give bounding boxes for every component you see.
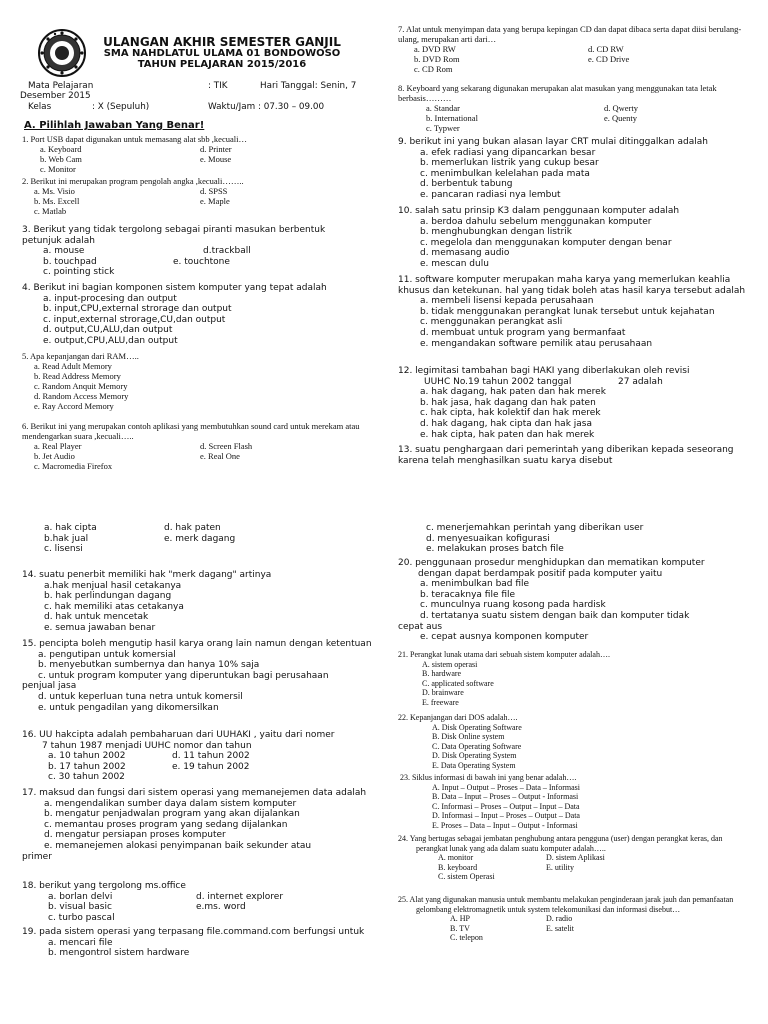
school-year: TAHUN PELAJARAN 2015/2016 bbox=[137, 59, 307, 70]
subject-value: : TIK bbox=[208, 81, 228, 91]
option-d: D. sistem Aplikasi bbox=[546, 853, 605, 863]
question-15 bbox=[22, 639, 372, 713]
class-value: : X (Sepuluh) bbox=[92, 102, 150, 112]
option-a: a. mencari file bbox=[48, 937, 113, 948]
question-text: 19. pada sistem operasi yang terpasang file.command.com berfungsi untuk bbox=[22, 927, 365, 937]
question-10 bbox=[398, 206, 748, 270]
question-text: 23. Siklus informasi di bawah ini yang benar adalah…. bbox=[400, 773, 577, 782]
question-18 bbox=[22, 881, 372, 923]
question-text-cont: dengan dapat berdampak positif pada komputer yaitu bbox=[418, 568, 663, 579]
question-23 bbox=[400, 773, 750, 831]
option-d: d. Screen Flash bbox=[200, 441, 253, 451]
option-d: d. output,CU,ALU,dan output bbox=[43, 325, 173, 336]
option-a: a. mengendalikan sumber daya dalam sistem komputer bbox=[44, 798, 297, 809]
option-d-cont: cepat aus bbox=[398, 621, 443, 632]
option-e: e. memanejemen alokasi penyimpanan baik sekunder atau bbox=[44, 840, 312, 851]
option-d: d. menyesuaikan kofigurasi bbox=[426, 533, 550, 544]
question-text: 13. suatu penghargaan dari pemerintah yang diberikan kepada seseorang karena telah menghasilkan suatu karya disebut bbox=[398, 445, 734, 466]
option-a: A. HP bbox=[450, 914, 471, 924]
option-e: e. CD Drive bbox=[588, 54, 630, 64]
option-b: B. Data – Input – Proses – Output - Informasi bbox=[432, 792, 579, 802]
option-b: b. 17 tahun 2002 bbox=[48, 761, 126, 772]
option-e: e. Ray Accord Memory bbox=[34, 401, 114, 411]
question-text: 7. Alat untuk menyimpan data yang berupa kepingan CD dan dapat dibaca serta dapat diisi berulang-ulang, merupakan arti dari… bbox=[398, 24, 742, 44]
question-text: 1. Port USB dapat digunakan untuk memasang alat sbb ,kecuali… bbox=[22, 134, 247, 144]
option-b: b. Ms. Excell bbox=[34, 196, 80, 206]
option-c: c. menimbulkan kelelahan pada mata bbox=[420, 168, 590, 179]
option-b: b. International bbox=[426, 113, 478, 123]
option-a: A. Input – Output – Proses – Data – Informasi bbox=[432, 782, 580, 792]
option-c: C. applicated software bbox=[422, 678, 494, 688]
question-text: 20. penggunaan prosedur menghidupkan dan mematikan komputer bbox=[398, 558, 705, 568]
option-b: b. Jet Audio bbox=[34, 451, 75, 461]
option-b: b. Read Address Memory bbox=[34, 371, 121, 381]
option-c: C. Data Operating Software bbox=[432, 741, 522, 751]
option-d: D. radio bbox=[546, 914, 573, 924]
question-16 bbox=[22, 730, 372, 783]
option-c: c. Typwer bbox=[426, 123, 460, 133]
option-b: b. input,CPU,external strorage dan output bbox=[43, 304, 232, 315]
question-text-cont: UUHC No.19 tahun 2002 tanggal bbox=[424, 376, 572, 387]
option-d: d. Printer bbox=[200, 144, 232, 154]
option-c: C. sistem Operasi bbox=[438, 872, 495, 882]
section-a-heading: A. Pilihlah Jawaban Yang Benar! bbox=[24, 120, 205, 131]
question-25 bbox=[398, 895, 748, 943]
option-a: a. 10 tahun 2002 bbox=[48, 751, 126, 762]
option-c: c. hak memiliki atas cetakanya bbox=[44, 601, 184, 612]
option-e: e. Mouse bbox=[200, 154, 232, 164]
option-c: c. Random Anquit Memory bbox=[34, 381, 128, 391]
question-text: 22. Kepanjangan dari DOS adalah…. bbox=[398, 713, 518, 722]
question-17 bbox=[22, 788, 372, 862]
option-d: d. Random Access Memory bbox=[34, 391, 129, 401]
question-11 bbox=[398, 275, 748, 349]
option-a: a. Real Player bbox=[34, 441, 82, 451]
question-20 bbox=[398, 558, 748, 643]
question-text: 3. Berikut yang tidak tergolong sebagai piranti masukan berbentuk petunjuk adalah bbox=[22, 225, 326, 246]
option-b: b.hak jual bbox=[44, 533, 89, 544]
option-a: a. hak dagang, hak paten dan hak merek bbox=[420, 387, 606, 398]
option-e: e. semua jawaban benar bbox=[44, 622, 156, 633]
option-d: d. berbentuk tabung bbox=[420, 179, 513, 190]
option-c: c. untuk program komputer yang diperuntukan bagi perusahaan bbox=[38, 670, 329, 681]
option-c: c. pointing stick bbox=[43, 267, 115, 278]
option-a: a. efek radiasi yang dipancarkan besar bbox=[420, 147, 596, 158]
option-b: b. menghubungkan dengan listrik bbox=[420, 227, 572, 238]
question-text: 14. suatu penerbit memiliki hak "merk dagang" artinya bbox=[22, 570, 272, 580]
option-e: e. Maple bbox=[200, 196, 230, 206]
question-6 bbox=[22, 421, 367, 471]
option-a: a. DVD RW bbox=[414, 44, 456, 54]
question-text: 6. Berikut ini yang merupakan contoh aplikasi yang membutuhkan sound card untuk merekam atau mendengarkan suara ,kecuali….. bbox=[22, 421, 360, 441]
option-e: e. 19 tahun 2002 bbox=[172, 761, 250, 772]
option-d: d. SPSS bbox=[200, 186, 228, 196]
question-text: 8. Keyboard yang sekarang digunakan merupakan alat masukan yang menggunakan tata letak berbasis……… bbox=[398, 83, 717, 103]
option-d: d. Qwerty bbox=[604, 103, 638, 113]
question-text: 5. Apa kepanjangan dari RAM….. bbox=[22, 351, 139, 361]
option-c: c. Macromedia Firefox bbox=[34, 461, 113, 471]
option-d: d. 11 tahun 2002 bbox=[172, 751, 250, 762]
date-continuation: Desember 2015 bbox=[20, 91, 91, 101]
option-a: a. borlan delvi bbox=[48, 891, 113, 902]
option-e: e. mescan dulu bbox=[420, 258, 489, 269]
question-21 bbox=[398, 650, 748, 708]
option-d: d. internet explorer bbox=[196, 891, 284, 902]
question-text: 24. Yang bertugas sebagai jembatan penghubung antara pengguna (user) dengan perangkat keras, dan perangkat lunak yang ada dalam suatu komputer adalah….. bbox=[398, 834, 723, 853]
question-9 bbox=[398, 137, 748, 201]
question-1 bbox=[22, 134, 367, 174]
option-a: A. Disk Operating Software bbox=[432, 722, 522, 732]
option-b: b. hak jasa, hak dagang dan hak paten bbox=[420, 397, 596, 408]
option-e: E. Data Operating System bbox=[432, 760, 516, 770]
option-a: a. hak cipta bbox=[44, 523, 97, 533]
option-e: e. touchtone bbox=[173, 256, 230, 267]
question-7 bbox=[398, 24, 748, 74]
option-e: e. Quenty bbox=[604, 113, 638, 123]
option-a: a. menimbulkan bad file bbox=[420, 579, 530, 590]
option-b: b. tidak menggunakan perangkat lunak tersebut untuk kejahatan bbox=[420, 306, 715, 317]
option-c: c. hak cipta, hak kolektif dan hak merek bbox=[420, 408, 601, 419]
option-c: c. menggunakan perangkat asli bbox=[420, 317, 563, 328]
class-label: Kelas bbox=[28, 102, 52, 112]
option-e: E. utility bbox=[546, 862, 574, 872]
option-e: e. cepat ausnya komponen komputer bbox=[420, 632, 589, 643]
school-name: SMA NAHDLATUL ULAMA 01 BONDOWOSO bbox=[103, 48, 341, 59]
option-d: d.trackball bbox=[203, 246, 251, 257]
option-b: b. teracaknya file file bbox=[420, 589, 516, 600]
option-b: b. memerlukan listrik yang cukup besar bbox=[420, 158, 599, 169]
option-e: e. pancaran radiasi nya lembut bbox=[420, 189, 561, 200]
question-2 bbox=[22, 176, 367, 216]
option-a: a. mouse bbox=[43, 246, 85, 257]
question-19 bbox=[22, 927, 372, 959]
question-text: 2. Berikut ini merupakan program pengolah angka ,kecuali…….. bbox=[22, 176, 244, 186]
option-d: d. hak dagang, hak cipta dan hak jasa bbox=[420, 418, 592, 429]
option-e: e.ms. word bbox=[196, 902, 246, 913]
question-22 bbox=[398, 713, 748, 771]
subject-label: Mata Pelajaran bbox=[28, 81, 94, 91]
question-text: 21. Perangkat lunak utama dari sebuah sistem komputer adalah…. bbox=[398, 650, 610, 659]
option-c: c. 30 tahun 2002 bbox=[48, 772, 125, 783]
option-b: b. mengontrol sistem hardware bbox=[48, 948, 190, 959]
option-a: a. membeli lisensi kepada perusahaan bbox=[420, 296, 594, 307]
option-a: a. berdoa dahulu sebelum menggunakan komputer bbox=[420, 216, 652, 227]
option-b: b. Web Cam bbox=[40, 154, 82, 164]
option-d: D. Informasi – Input – Proses – Output – Data bbox=[432, 811, 580, 821]
option-d: D. Disk Operating System bbox=[432, 751, 517, 761]
question-text: 16. UU hakcipta adalah pembaharuan dari UUHAKI , yaitu dari nomer bbox=[22, 730, 335, 740]
question-text: 12. legimitasi tambahan bagi HAKI yang diberlakukan oleh revisi bbox=[398, 366, 690, 376]
option-c: c. turbo pascal bbox=[48, 912, 115, 923]
option-a: a. input-procesing dan output bbox=[43, 293, 177, 304]
question-5 bbox=[22, 351, 367, 411]
option-c: c. Matlab bbox=[34, 206, 67, 216]
question-13 bbox=[398, 445, 738, 466]
option-e: e. melakukan proses batch file bbox=[426, 544, 564, 555]
option-d: d. untuk keperluan tuna netra untuk komersil bbox=[38, 691, 243, 702]
question-19-options-cont bbox=[398, 523, 748, 555]
option-a: a. Keyboard bbox=[40, 144, 82, 154]
option-e: e. merk dagang bbox=[164, 533, 236, 544]
option-b: b. visual basic bbox=[48, 902, 112, 913]
time-label: Waktu/Jam : 07.30 – 09.00 bbox=[208, 102, 325, 112]
option-c: c. munculnya ruang kosong pada hardisk bbox=[420, 600, 606, 611]
option-c: c. menerjemahkan perintah yang diberikan user bbox=[426, 523, 644, 533]
question-8 bbox=[398, 83, 748, 133]
question-text: 15. pencipta boleh mengutip hasil karya orang lain namun dengan ketentuan bbox=[22, 639, 372, 649]
question-text: 25. Alat yang digunakan manusia untuk membantu melakukan penginderaan jarak jauh dan pemanfaatan gelombang elektromagnetik untuk system telekomunikasi dan informasi disebut… bbox=[398, 895, 734, 914]
option-b: b. menyebutkan sumbernya dan hanya 10% saja bbox=[38, 660, 260, 671]
option-d: d. CD RW bbox=[588, 44, 624, 54]
question-text: 9. berikut ini yang bukan alasan layar CRT mulai ditinggalkan adalah bbox=[398, 137, 708, 147]
option-a: a. Read Adult Memory bbox=[34, 361, 112, 371]
option-c: C. Informasi – Proses – Output – Input – Data bbox=[432, 801, 580, 811]
question-text: 4. Berikut ini bagian komponen sistem komputer yang tepat adalah bbox=[22, 283, 327, 293]
question-4 bbox=[22, 283, 367, 347]
option-c: c. CD Rom bbox=[414, 64, 453, 74]
option-e: e. hak cipta, hak paten dan hak merek bbox=[420, 429, 595, 440]
option-e: e. output,CPU,ALU,dan output bbox=[43, 335, 178, 346]
question-text-end: 27 adalah bbox=[618, 376, 663, 387]
option-e: E. Proses – Data – Input – Output - Informasi bbox=[432, 820, 578, 830]
question-text: 11. software komputer merupakan maha karya yang memerlukan keahlia khusus dan ketekunan. hal yang tidak boleh atas hasil karya tersebut adalah bbox=[398, 275, 746, 296]
option-a: a. Standar bbox=[426, 103, 460, 113]
option-d: d. hak paten bbox=[164, 523, 221, 533]
option-b: b. touchpad bbox=[43, 256, 97, 267]
option-c: c. Monitor bbox=[40, 164, 76, 174]
option-d: d. hak untuk mencetak bbox=[44, 612, 149, 623]
question-14 bbox=[22, 570, 372, 634]
option-d: d. membuat untuk program yang bermanfaat bbox=[420, 327, 626, 338]
option-c: C. telepon bbox=[450, 933, 483, 943]
question-24 bbox=[398, 834, 748, 882]
option-b: B. Disk Online system bbox=[432, 732, 505, 742]
option-b: B. hardware bbox=[422, 669, 462, 679]
question-text-cont: 7 tahun 1987 menjadi UUHC nomor dan tahun bbox=[42, 740, 252, 751]
option-c: c. memantau proses program yang sedang dijalankan bbox=[44, 819, 288, 830]
option-a: a.hak menjual hasil cetakanya bbox=[44, 580, 182, 591]
option-c: c. lisensi bbox=[44, 544, 83, 555]
option-d: D. brainware bbox=[422, 688, 464, 698]
option-a: A. sistem operasi bbox=[422, 659, 478, 669]
option-c-cont: penjual jasa bbox=[22, 681, 77, 692]
option-d: d. mengatur persiapan proses komputer bbox=[44, 830, 226, 841]
option-d: d. memasang audio bbox=[420, 248, 510, 259]
option-b: b. DVD Rom bbox=[414, 54, 460, 64]
option-e: E. freeware bbox=[422, 697, 459, 707]
question-text: 17. maksud dan fungsi dari sistem operasi yang memanejemen data adalah bbox=[22, 788, 367, 798]
day-label: Hari Tanggal: Senin, 7 bbox=[260, 81, 357, 91]
option-a: a. pengutipan untuk komersial bbox=[38, 649, 176, 660]
question-text: 10. salah satu prinsip K3 dalam penggunaan komputer adalah bbox=[398, 206, 680, 216]
question-text: 18. berikut yang tergolong ms.office bbox=[22, 881, 186, 891]
option-e: e. untuk pengadilan yang dikomersilkan bbox=[38, 702, 219, 713]
option-e-cont: primer bbox=[22, 851, 52, 862]
question-12 bbox=[398, 366, 748, 440]
option-b: b. hak perlindungan dagang bbox=[44, 591, 172, 602]
option-b: b. mengatur penjadwalan program yang akan dijalankan bbox=[44, 809, 300, 820]
option-a: a. Ms. Visio bbox=[34, 186, 75, 196]
question-13-options bbox=[22, 523, 372, 555]
option-a: A. monitor bbox=[438, 853, 474, 863]
option-b: B. TV bbox=[450, 923, 470, 933]
exam-title: ULANGAN AKHIR SEMESTER GANJIL bbox=[103, 35, 341, 49]
option-e: E. satelit bbox=[546, 923, 574, 933]
option-c: c. input,external strorage,CU,dan output bbox=[43, 314, 226, 325]
option-b: B. keyboard bbox=[438, 862, 478, 872]
option-c: c. megelola dan menggunakan komputer dengan benar bbox=[420, 237, 672, 248]
question-3 bbox=[22, 225, 367, 278]
option-d: d. tertatanya suatu sistem dengan baik dan komputer tidak bbox=[420, 610, 690, 621]
option-e: e. Real One bbox=[200, 451, 240, 461]
option-e: e. mengandakan software pemilik atau perusahaan bbox=[420, 338, 653, 349]
